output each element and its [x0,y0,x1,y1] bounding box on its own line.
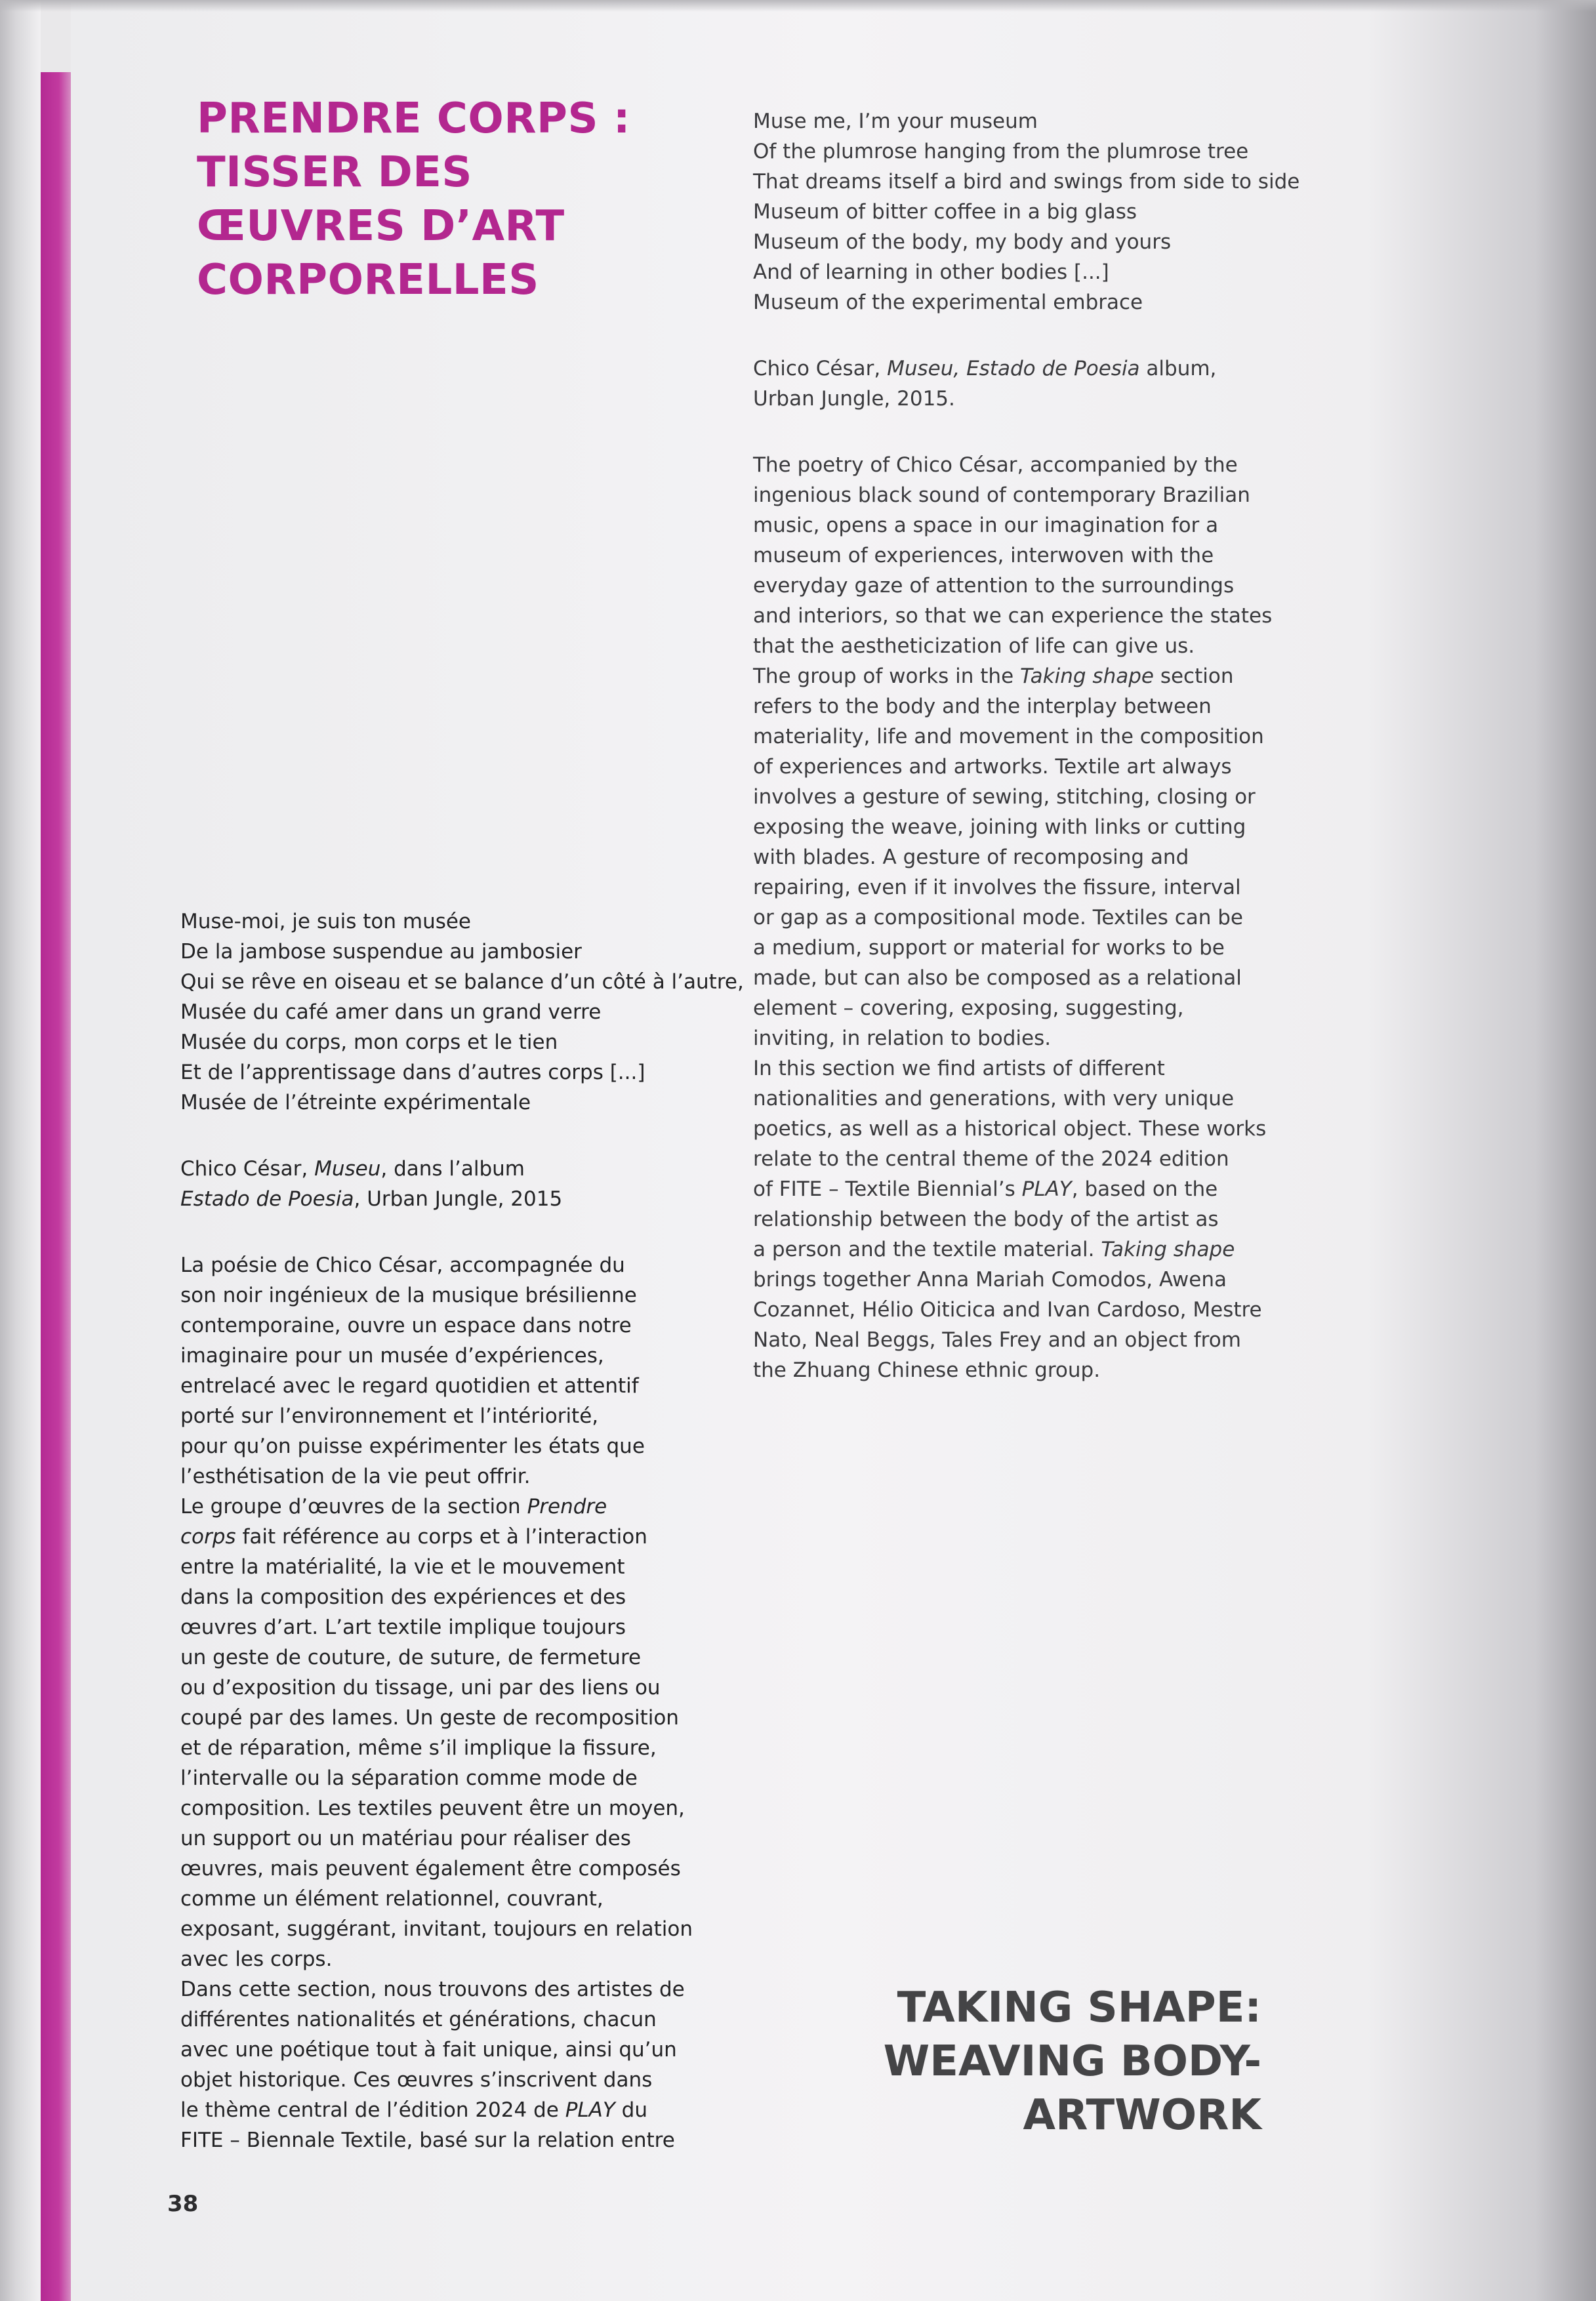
french-title-line: TISSER DES [197,148,472,197]
text-line [753,1234,1298,1265]
text-line: FITE – Biennale Textile, basé sur la relation entre [180,2128,675,2152]
text-line: l’esthétisation de la vie peut offrir. [180,1465,531,1488]
poem-line: That dreams itself a bird and swings from side to side [753,170,1300,193]
french-title-line: ŒUVRES D’ART [197,202,565,251]
text-line: ingenious black sound of contemporary Brazilian [753,483,1250,507]
text-line: element – covering, exposing, suggesting, [753,996,1184,1020]
text-line: l’intervalle ou la séparation comme mode de [180,1766,638,1790]
poem-line: Museum of bitter coffee in a big glass [753,200,1137,224]
citation-line [753,354,1298,384]
french-paragraph-1 [180,1250,718,1492]
text-line: refers to the body and the interplay between [753,695,1212,718]
italic-run: PLAY [565,2098,615,2122]
text-line: entrelacé avec le regard quotidien et attentif [180,1374,639,1398]
french-title-line: CORPORELLES [197,256,539,304]
text-line: or gap as a compositional mode. Textiles can be [753,906,1243,929]
english-title [802,1981,1261,2142]
english-paragraph-1 [753,450,1298,661]
poem-line: Museum of the body, my body and yours [753,230,1172,254]
text-line: un geste de couture, de suture, de fermeture [180,1646,642,1669]
poem-line: Museum of the experimental embrace [753,291,1143,314]
text-line [753,661,1298,691]
french-title-line: PRENDRE CORPS : [197,94,630,143]
text-line: différentes nationalités et générations, chacun [180,2008,657,2031]
citation-line [180,1184,718,1214]
poem-line: Musée de l’étreinte expérimentale [180,1091,531,1114]
english-title-line: TAKING SHAPE: [897,1984,1261,2032]
poem-line: Muse-moi, je suis ton musée [180,910,472,933]
text-run: du [615,2098,647,2122]
text-line: materiality, life and movement in the composition [753,725,1264,748]
poem-line: Musée du café amer dans un grand verre [180,1000,602,1024]
french-paragraph-2 [180,1492,718,1974]
text-line: ou d’exposition du tissage, uni par des liens ou [180,1676,661,1700]
french-citation [180,1154,718,1214]
citation-title: Museu, Estado de Poesia [887,357,1140,380]
poem-line: Of the plumrose hanging from the plumrose tree [753,140,1249,163]
poem-line: Et de l’apprentissage dans d’autres corps [...] [180,1061,645,1084]
text-line: La poésie de Chico César, accompagnée du [180,1253,625,1277]
text-line: contemporaine, ouvre un espace dans notre [180,1314,632,1337]
text-line: of experiences and artworks. Textile art always [753,755,1232,779]
text-line [180,1522,718,1552]
magenta-page-edge [41,72,71,2301]
text-run: a person and the textile material. [753,1238,1101,1261]
text-line: avec une poétique tout à fait unique, ainsi qu’un [180,2038,677,2062]
text-line: avec les corps. [180,1947,333,1971]
citation-author: Chico César, [180,1157,315,1181]
italic-run: corps [180,1525,236,1549]
citation-author: Chico César, [753,357,888,380]
text-line [180,1492,718,1522]
text-line: Cozannet, Hélio Oiticica and Ivan Cardoso, Mestre [753,1298,1262,1322]
text-line: exposing the weave, joining with links or cutting [753,815,1246,839]
text-run: le thème central de l’édition 2024 de [180,2098,565,2122]
page-stack-edge [0,0,41,2301]
text-line: a medium, support or material for works to be [753,936,1225,960]
italic-run: Prendre [527,1495,607,1518]
french-title [197,92,695,307]
page-number: 38 [167,2191,199,2217]
english-title-line: WEAVING BODY- [883,2037,1261,2086]
text-line: œuvres, mais peuvent également être composés [180,1857,681,1881]
text-run: Le groupe d’œuvres de la section [180,1495,527,1518]
french-paragraph-3 [180,1974,718,2155]
text-line: with blades. A gesture of recomposing and [753,845,1189,869]
text-line: museum of experiences, interwoven with the [753,544,1214,567]
text-line [180,2095,718,2125]
citation-text: , Urban Jungle, 2015 [354,1187,563,1211]
text-line: brings together Anna Mariah Comodos, Awena [753,1268,1227,1292]
text-line: comme un élément relationnel, couvrant, [180,1887,604,1911]
text-line: relationship between the body of the artist as [753,1208,1219,1231]
text-line: porté sur l’environnement et l’intériorité, [180,1404,599,1428]
text-run: The group of works in the [753,664,1020,688]
text-line: exposant, suggérant, invitant, toujours en relation [180,1917,693,1941]
french-column [180,906,744,2155]
text-line: The poetry of Chico César, accompanied by the [753,453,1238,477]
text-line: music, opens a space in our imagination for a [753,514,1219,537]
text-run: , based on the [1071,1177,1218,1201]
text-line: dans la composition des expériences et des [180,1585,626,1609]
text-line: un support ou un matériau pour réaliser des [180,1827,631,1850]
text-line: Dans cette section, nous trouvons des artistes de [180,1978,685,2001]
text-line: made, but can also be composed as a relational [753,966,1242,990]
text-line: Nato, Neal Beggs, Tales Frey and an object from [753,1328,1241,1352]
text-line: entre la matérialité, la vie et le mouvement [180,1555,625,1579]
english-citation [753,354,1298,414]
text-run: fait référence au corps et à l’interaction [235,1525,647,1549]
citation-line [180,1154,718,1184]
english-paragraph-3 [753,1053,1298,1385]
english-poem [753,106,1298,317]
text-line: coupé par des lames. Un geste de recomposition [180,1706,679,1730]
english-paragraph-2 [753,661,1298,1053]
text-line: et de réparation, même s’il implique la fissure, [180,1736,657,1760]
citation-text: album, [1139,357,1217,380]
text-line: the Zhuang Chinese ethnic group. [753,1358,1101,1382]
italic-run: Taking shape [1101,1238,1235,1261]
poem-line: Qui se rêve en oiseau et se balance d’un côté à l’autre, [180,970,744,994]
english-title-line: ARTWORK [1023,2091,1261,2140]
page-top-shadow [0,0,1596,12]
text-line: inviting, in relation to bodies. [753,1027,1052,1050]
citation-text: , dans l’album [380,1157,525,1181]
text-line: composition. Les textiles peuvent être un moyen, [180,1797,685,1820]
text-line: repairing, even if it involves the fissure, interval [753,876,1241,899]
text-line: that the aestheticization of life can give us. [753,634,1195,658]
poem-line: Musée du corps, mon corps et le tien [180,1030,558,1054]
text-line: everyday gaze of attention to the surroundings [753,574,1235,598]
italic-run: PLAY [1021,1177,1072,1201]
text-run: section [1153,664,1234,688]
text-line [753,1174,1298,1204]
poem-line: De la jambose suspendue au jambosier [180,940,582,964]
text-line: imaginaire pour un musée d’expériences, [180,1344,604,1368]
text-line: son noir ingénieux de la musique brésilienne [180,1284,637,1307]
text-line: In this section we find artists of different [753,1057,1165,1080]
italic-run: Taking shape [1020,664,1154,688]
text-line: nationalities and generations, with very unique [753,1087,1235,1110]
citation-title: Museu [314,1157,381,1181]
english-column [753,106,1298,1385]
text-line: pour qu’on puisse expérimenter les états que [180,1435,645,1458]
citation-album: Estado de Poesia [180,1187,354,1211]
poem-line: And of learning in other bodies [...] [753,260,1109,284]
text-line: relate to the central theme of the 2024 edition [753,1147,1229,1171]
french-poem [180,906,744,1118]
text-line: œuvres d’art. L’art textile implique toujours [180,1616,626,1639]
text-line: objet historique. Ces œuvres s’inscrivent dans [180,2068,653,2092]
text-run: of FITE – Textile Biennial’s [753,1177,1022,1201]
text-line: involves a gesture of sewing, stitching, closing or [753,785,1256,809]
poem-line: Muse me, I’m your museum [753,110,1038,133]
text-line: poetics, as well as a historical object. These works [753,1117,1267,1141]
citation-line: Urban Jungle, 2015. [753,387,955,411]
text-line: and interiors, so that we can experience the states [753,604,1273,628]
